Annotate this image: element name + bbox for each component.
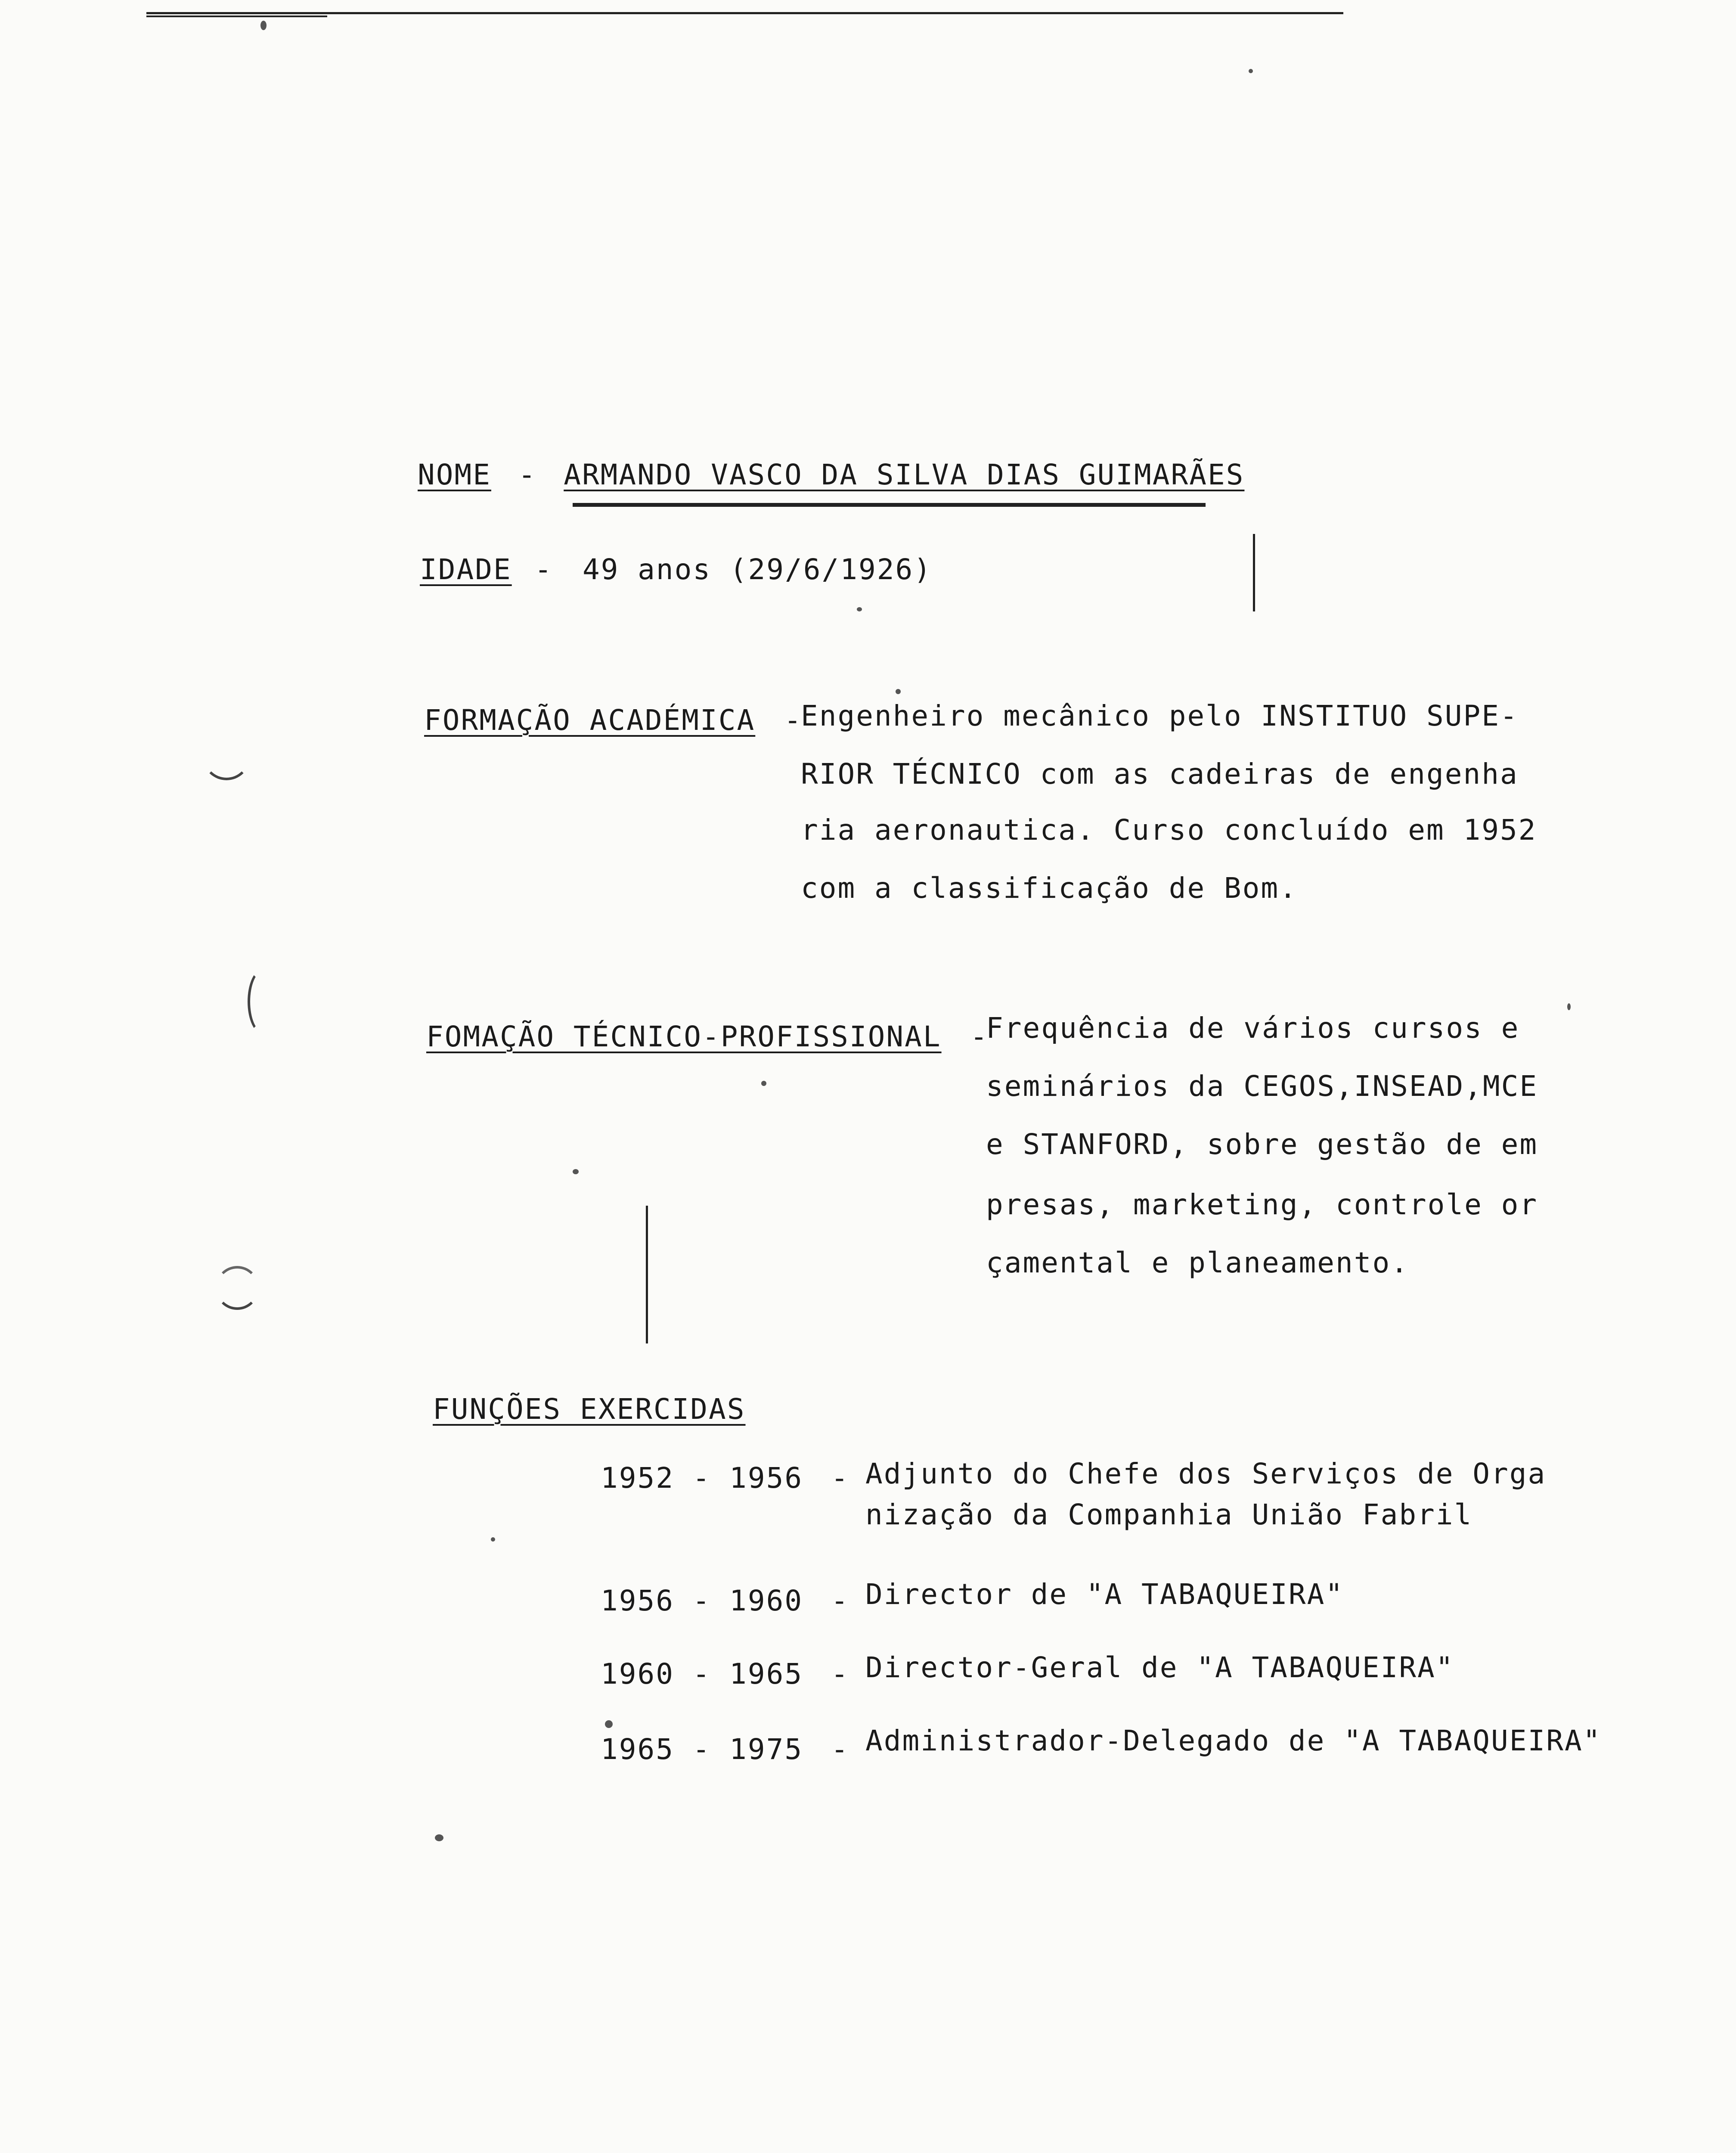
idade-separator: - [534,553,553,586]
nome-heavy-underline [573,503,1206,507]
funcao-description: Adjunto do Chefe dos Serviços de Orga [865,1457,1547,1490]
idade-row [420,555,932,584]
funcao-separator: - [831,1657,849,1691]
funcao-description: Director-Geral de "A TABAQUEIRA" [865,1651,1454,1684]
scan-speck [896,689,901,694]
formacao-tecnico-line: Frequência de vários cursos e [986,1011,1520,1045]
binder-hole-mark [215,1266,259,1310]
idade-label: IDADE [420,553,512,586]
formacao-tecnico-label-row [426,1020,989,1053]
formacao-academica-line: ria aeronautica. Curso concluído em 1952 [801,813,1537,847]
nome-label: NOME [418,458,491,491]
scan-speck [761,1081,766,1086]
funcao-period: 1960 - 1965 [601,1657,803,1691]
nome-separator: - [518,458,537,491]
margin-stroke [646,1206,648,1343]
funcoes-label: FUNÇÕES EXERCIDAS [433,1393,746,1426]
binder-hole-mark [248,969,279,1034]
scan-speck [1567,1003,1571,1010]
formacao-academica-label-row [424,706,803,735]
formacao-tecnico-separator: - [970,1020,989,1053]
funcao-period: 1952 - 1956 [601,1461,803,1495]
top-edge-line-short [146,16,327,17]
scan-speck [435,1834,443,1841]
funcao-separator: - [831,1733,849,1766]
formacao-tecnico-line: seminários da CEGOS,INSEAD,MCE [986,1070,1538,1103]
nome-row [418,458,1245,491]
scan-speck [605,1720,613,1728]
nome-value: ARMANDO VASCO DA SILVA DIAS GUIMARÃES [564,458,1245,491]
scan-speck [260,21,267,30]
formacao-academica-line: com a classificação de Bom. [801,872,1298,905]
formacao-tecnico-line: presas, marketing, controle or [986,1188,1538,1221]
top-edge-line [146,12,1343,14]
funcao-period: 1956 - 1960 [601,1584,803,1617]
formacao-tecnico-line: çamental e planeamento. [986,1246,1409,1279]
funcao-separator: - [831,1584,849,1617]
formacao-academica-line: RIOR TÉCNICO com as cadeiras de engenha [801,757,1519,791]
scan-speck [1249,69,1253,73]
scan-speck [857,607,862,611]
scan-speck [573,1169,579,1174]
formacao-academica-separator: - [784,704,803,737]
margin-tick-line [1253,534,1255,611]
formacao-tecnico-label: FOMAÇÃO TÉCNICO-PROFISSIONAL [426,1020,942,1053]
scan-speck [491,1537,495,1542]
funcao-separator: - [831,1461,849,1495]
funcao-description: Director de "A TABAQUEIRA" [865,1578,1344,1611]
formacao-tecnico-line: e STANFORD, sobre gestão de em [986,1128,1538,1161]
binder-hole-mark [202,732,251,780]
funcao-period: 1965 - 1975 [601,1733,803,1766]
formacao-academica-line: Engenheiro mecânico pelo INSTITUO SUPE- [801,699,1519,732]
funcao-description: nização da Companhia União Fabril [865,1498,1473,1531]
funcao-description: Administrador-Delegado de "A TABAQUEIRA" [865,1724,1602,1757]
idade-value: 49 anos (29/6/1926) [582,553,932,586]
formacao-academica-label: FORMAÇÃO ACADÉMICA [424,704,756,737]
